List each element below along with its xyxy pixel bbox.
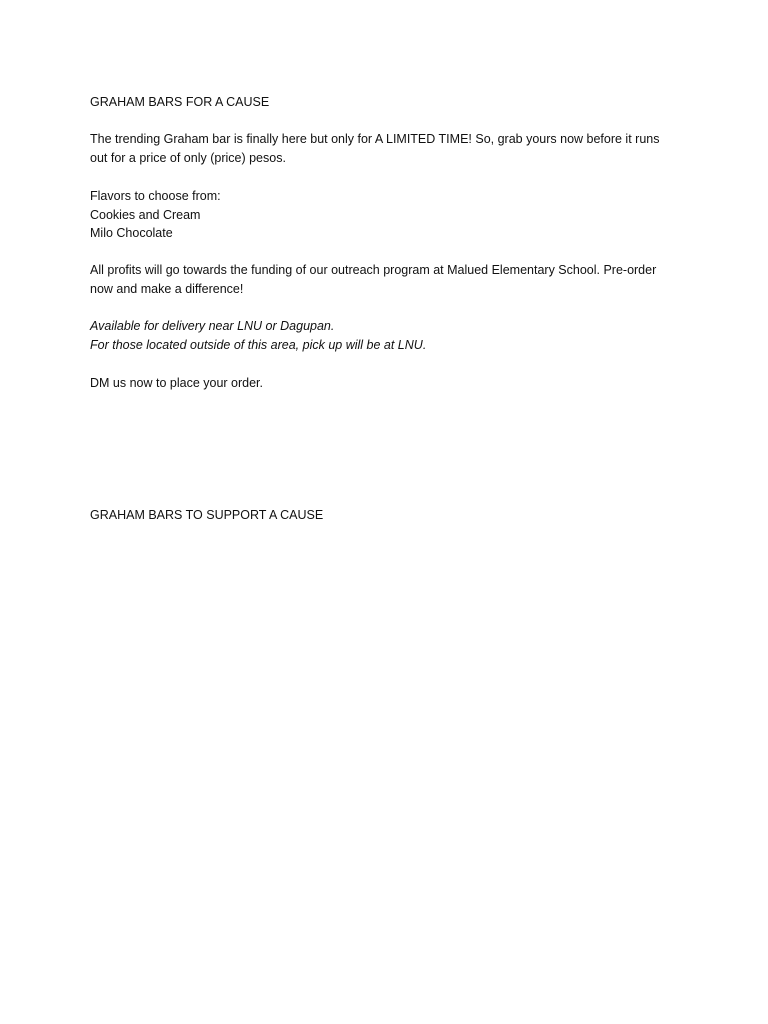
flavor-item-milo-chocolate: Milo Chocolate: [90, 226, 173, 241]
intro-line: out for a price of only (price) pesos.: [90, 150, 286, 165]
flavors-section: [90, 187, 680, 243]
call-to-action: [90, 374, 680, 393]
flavors-heading: Flavors to choose from:: [90, 189, 221, 203]
call-to-action-text: DM us now to place your order.: [90, 376, 263, 390]
document-title-text: GRAHAM BARS FOR A CAUSE: [90, 95, 270, 109]
second-title: [90, 506, 680, 525]
document-title: [90, 93, 680, 112]
delivery-line: Available for delivery near LNU or Dagupan.: [90, 319, 335, 333]
profits-line: now and make a difference!: [90, 281, 244, 296]
flavor-item-cookies-and-cream: Cookies and Cream: [90, 207, 201, 222]
profits-line: All profits will go towards the funding of our outreach program at Malued Elementary School. Pre-order: [90, 263, 657, 277]
second-title-text: GRAHAM BARS TO SUPPORT A CAUSE: [90, 508, 324, 522]
delivery-line: For those located outside of this area, pick up will be at LNU.: [90, 337, 427, 352]
delivery-note: [90, 317, 680, 354]
profits-paragraph: [90, 261, 680, 298]
intro-paragraph: [90, 130, 680, 167]
intro-line: The trending Graham bar is finally here but only for A LIMITED TIME! So, grab yours now before it runs: [90, 132, 660, 146]
